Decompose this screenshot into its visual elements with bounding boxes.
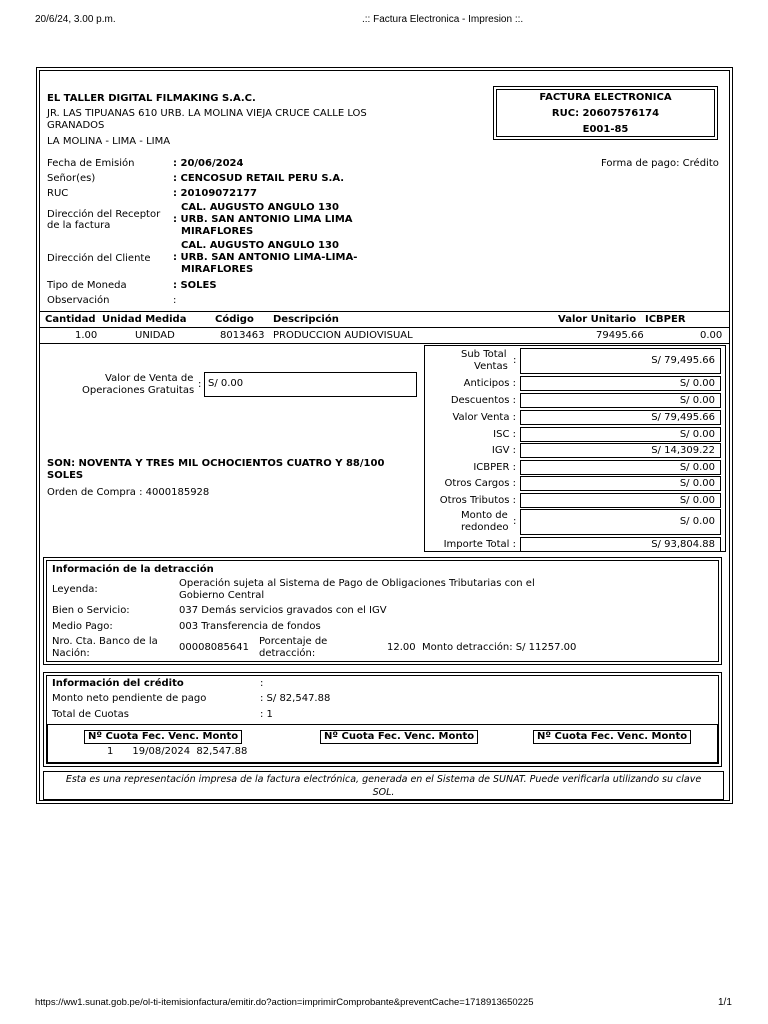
dir-receptor-line1: CAL. AUGUSTO ANGULO 130 — [181, 202, 339, 213]
gratuitas-colon: : — [198, 379, 202, 390]
otros-cargos-row — [426, 476, 722, 492]
gratuitas-label-2: Operaciones Gratuitas — [82, 385, 195, 396]
footer-note-line1: Esta es una representación impresa de la factura electrónica, generada en el Sistema de SUNAT. Puede verificarla utilizando su clave — [65, 774, 702, 785]
item-valor-unitario: 79495.66 — [596, 330, 644, 341]
anticipos-row — [426, 376, 722, 392]
redondeo-colon: : — [513, 516, 517, 527]
bien-servicio-value: 037 Demás servicios gravados con el IGV — [179, 605, 387, 616]
dir-receptor-label-1: Dirección del Receptor — [47, 209, 161, 220]
emisor-address-line1: JR. LAS TIPUANAS 610 URB. LA MOLINA VIEJA CRUCE CALLE LOS — [47, 108, 367, 119]
isc-value: S/ 0.00 — [520, 427, 721, 442]
dir-receptor-line2: : URB. SAN ANTONIO LIMA LIMA — [173, 214, 353, 225]
total-cuotas-label: Total de Cuotas — [52, 709, 129, 720]
item-cantidad: 1.00 — [75, 330, 98, 341]
importe-total-row — [426, 537, 722, 553]
observacion-label: Observación — [47, 295, 110, 306]
col-descripcion: Descripción — [273, 314, 339, 325]
moneda-value: : SOLES — [173, 280, 217, 291]
isc-row — [426, 427, 722, 443]
print-url: https://ww1.sunat.gob.pe/ol-ti-itemisionfactura/emitir.do?action=imprimirComprobante&preventCache=1718913650225 — [35, 997, 534, 1008]
document-type: FACTURA ELECTRONICA — [539, 92, 672, 103]
subtotal-label-1: Sub Total — [461, 349, 507, 360]
footer-note-line2: SOL. — [372, 787, 395, 798]
credito-title: Información del crédito — [52, 678, 184, 689]
icbper-row — [426, 460, 722, 476]
son-line2: SOLES — [47, 470, 84, 481]
item-codigo: 8013463 — [220, 330, 265, 341]
igv-label: IGV : — [491, 445, 516, 456]
fecha-value: : 20/06/2024 — [173, 158, 244, 169]
subtotal-label-2: Ventas — [474, 361, 508, 372]
redondeo-value: S/ 0.00 — [520, 509, 721, 535]
porcentaje-label-1: Porcentaje de — [259, 636, 328, 647]
son-line1: SON: NOVENTA Y TRES MIL OCHOCIENTOS CUATRO Y 88/100 — [47, 458, 385, 469]
total-cuotas-value: : 1 — [260, 709, 273, 720]
otros-tributos-label: Otros Tributos : — [439, 495, 516, 506]
col-cantidad: Cantidad — [45, 314, 96, 325]
porcentaje-value: 12.00 — [387, 642, 416, 653]
isc-label: ISC : — [493, 429, 516, 440]
valor-venta-label: Valor Venta : — [452, 412, 516, 423]
ruc-label: RUC — [47, 188, 69, 199]
detraccion-title: Información de la detracción — [52, 564, 214, 575]
descuentos-value: S/ 0.00 — [520, 393, 721, 408]
leyenda-line1: Operación sujeta al Sistema de Pago de Obligaciones Tributarias con el — [179, 578, 535, 589]
pendiente-label: Monto neto pendiente de pago — [52, 693, 207, 704]
anticipos-value: S/ 0.00 — [520, 376, 721, 391]
medio-pago-label: Medio Pago: — [52, 621, 113, 632]
cta-banco-label-2: Nación: — [52, 648, 90, 659]
emisor-name: EL TALLER DIGITAL FILMAKING S.A.C. — [47, 93, 256, 104]
print-page-number: 1/1 — [718, 997, 732, 1008]
bien-servicio-label: Bien o Servicio: — [52, 605, 130, 616]
gratuitas-label-1: Valor de Venta de — [105, 373, 194, 384]
porcentaje-label-2: detracción: — [259, 648, 316, 659]
igv-value: S/ 14,309.22 — [520, 443, 721, 458]
items-header-rule — [40, 327, 729, 328]
descuentos-row — [426, 393, 722, 409]
leyenda-label: Leyenda: — [52, 584, 98, 595]
icbper-value: S/ 0.00 — [520, 460, 721, 475]
otros-tributos-row — [426, 493, 722, 509]
gratuitas-value: S/ 0.00 — [204, 372, 417, 397]
subtotal-value: S/ 79,495.66 — [520, 348, 721, 374]
igv-row — [426, 443, 722, 459]
orden-compra: Orden de Compra : 4000185928 — [47, 487, 210, 498]
col-valor-unitario: Valor Unitario — [558, 314, 637, 325]
medio-pago-value: 003 Transferencia de fondos — [179, 621, 321, 632]
dir-cliente-label: Dirección del Cliente — [47, 253, 151, 264]
importe-total-label: Importe Total : — [443, 539, 516, 550]
valor-venta-row — [426, 410, 722, 426]
dir-cliente-line1: CAL. AUGUSTO ANGULO 130 — [181, 240, 339, 251]
document-number: E001-85 — [582, 124, 629, 135]
otros-cargos-label: Otros Cargos : — [444, 478, 516, 489]
importe-total-value: S/ 93,804.88 — [520, 537, 721, 552]
document-id-box — [493, 86, 718, 140]
observacion-value: : — [173, 295, 177, 306]
redondeo-label-1: Monto de — [461, 510, 508, 521]
senores-value: : CENCOSUD RETAIL PERU S.A. — [173, 173, 345, 184]
col-codigo: Código — [215, 314, 254, 325]
monto-detraccion: Monto detracción: S/ 11257.00 — [422, 642, 577, 653]
leyenda-line2: Gobierno Central — [179, 590, 265, 601]
ruc-value: : 20109072177 — [173, 188, 258, 199]
cuota-header-3: Nº Cuota Fec. Venc. Monto — [533, 730, 691, 744]
cuota-header-2: Nº Cuota Fec. Venc. Monto — [320, 730, 478, 744]
print-datetime: 20/6/24, 3.00 p.m. — [35, 14, 116, 25]
print-page-title: .:: Factura Electronica - Impresion ::. — [362, 14, 524, 25]
otros-tributos-value: S/ 0.00 — [520, 493, 721, 508]
emisor-district: LA MOLINA - LIMA - LIMA — [47, 136, 171, 147]
moneda-label: Tipo de Moneda — [47, 280, 127, 291]
col-unidad: Unidad Medida — [102, 314, 187, 325]
item-icbper: 0.00 — [700, 330, 723, 341]
cta-banco-value: 00008085641 — [179, 642, 249, 653]
item-descripcion: PRODUCCION AUDIOVISUAL — [273, 330, 413, 341]
cuota-row: 1 19/08/2024 82,547.88 — [107, 746, 248, 757]
dir-receptor-line3: MIRAFLORES — [181, 226, 254, 237]
dir-cliente-line2: : URB. SAN ANTONIO LIMA-LIMA- — [173, 252, 358, 263]
cta-banco-label-1: Nro. Cta. Banco de la — [52, 636, 158, 647]
otros-cargos-value: S/ 0.00 — [520, 476, 721, 491]
redondeo-label-2: redondeo — [461, 522, 509, 533]
pendiente-value: : S/ 82,547.88 — [260, 693, 331, 704]
col-icbper: ICBPER — [645, 314, 686, 325]
icbper-label: ICBPER : — [473, 462, 516, 473]
dir-cliente-line3: MIRAFLORES — [181, 264, 254, 275]
dir-receptor-label-2: de la factura — [47, 220, 111, 231]
emisor-address-line2: GRANADOS — [47, 120, 105, 131]
cuota-header-1: Nº Cuota Fec. Venc. Monto — [84, 730, 242, 744]
subtotal-colon: : — [513, 355, 517, 366]
descuentos-label: Descuentos : — [450, 395, 516, 406]
items-top-rule — [40, 311, 729, 312]
forma-pago: Forma de pago: Crédito — [601, 158, 719, 169]
anticipos-label: Anticipos : — [463, 378, 516, 389]
fecha-label: Fecha de Emisión — [47, 158, 135, 169]
emisor-ruc: RUC: 20607576174 — [551, 108, 660, 119]
credito-title-colon: : — [260, 678, 264, 689]
senores-label: Señor(es) — [47, 173, 96, 184]
items-bottom-rule — [40, 343, 729, 344]
valor-venta-value: S/ 79,495.66 — [520, 410, 721, 425]
item-unidad: UNIDAD — [135, 330, 175, 341]
